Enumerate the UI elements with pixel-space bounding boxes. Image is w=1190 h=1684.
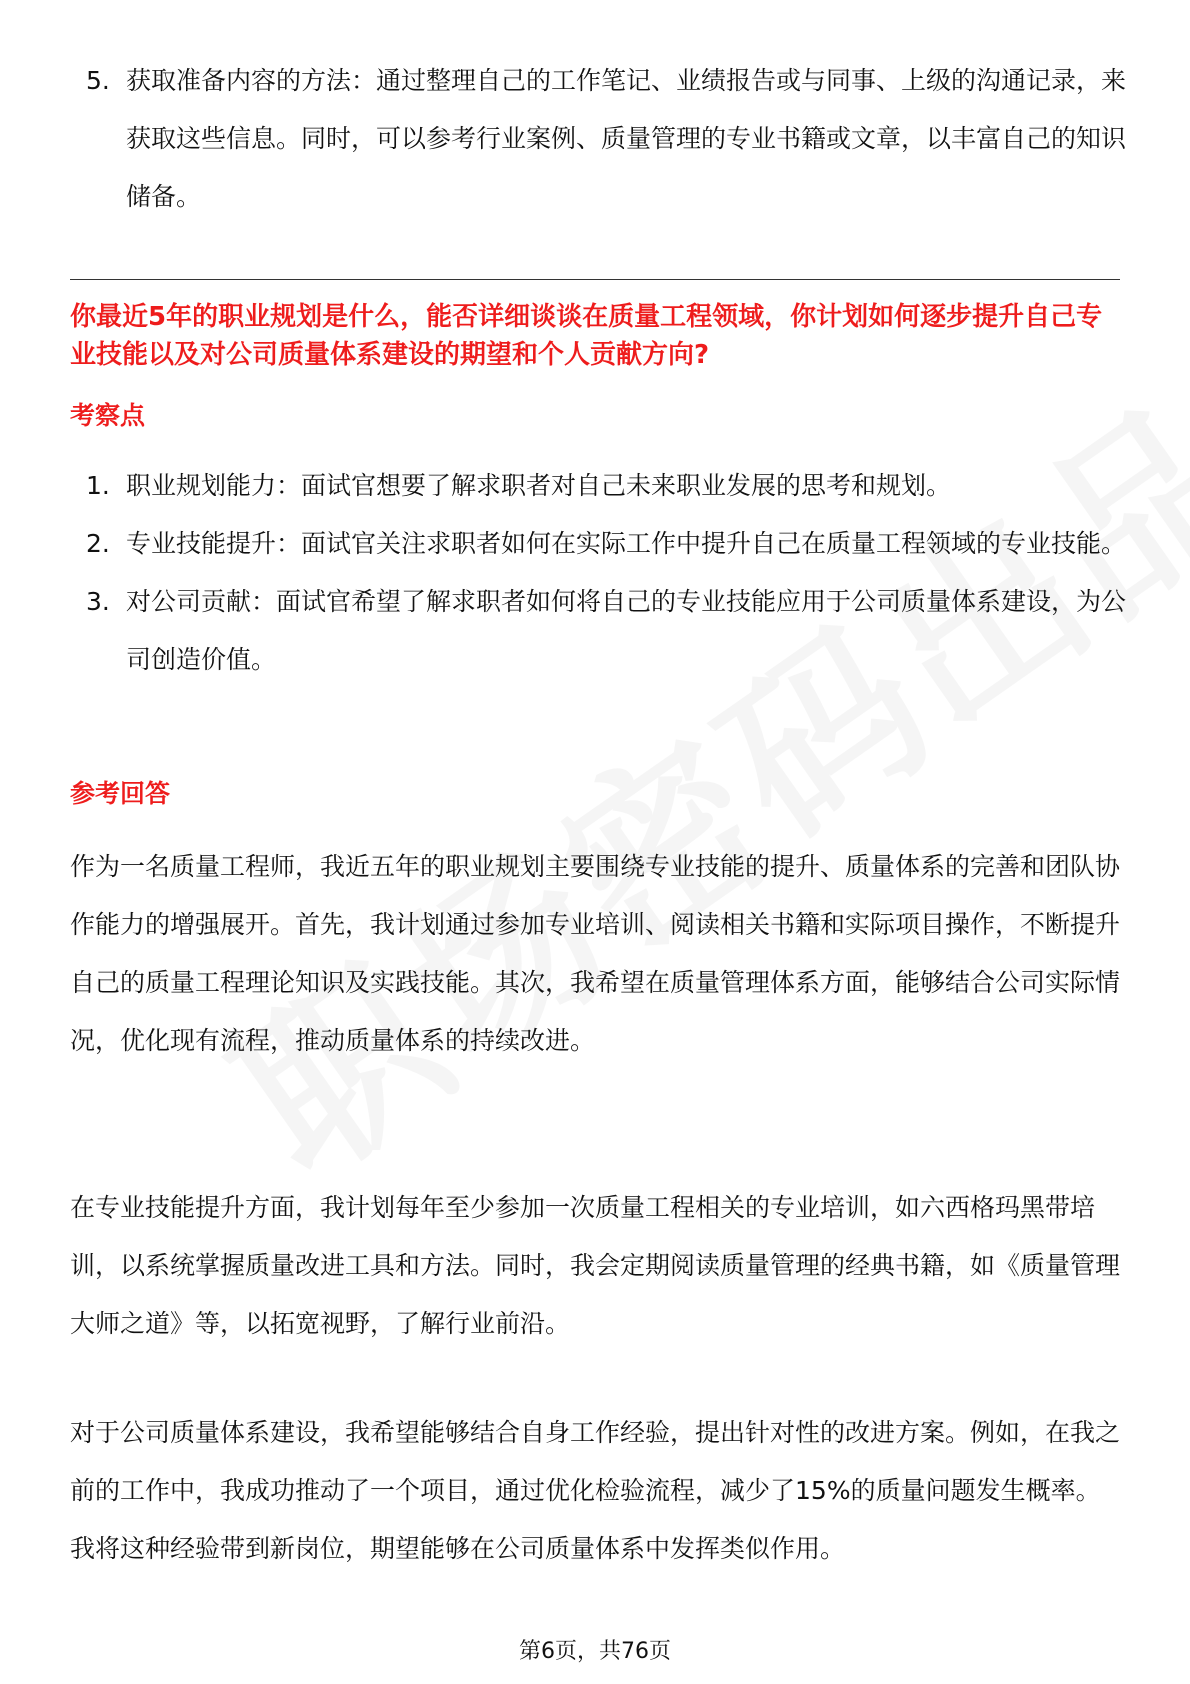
list-item-text: 对公司贡献：面试官希望了解求职者如何将自己的专业技能应用于公司质量体系建设，为公司创造价值。 [126, 587, 1127, 674]
assessment-label: 考察点 [70, 401, 146, 430]
page-number: 第6页，共76页 [519, 1639, 671, 1664]
list-item-text: 专业技能提升：面试官关注求职者如何在实际工作中提升自己在质量工程领域的专业技能。 [126, 529, 1127, 558]
answer-paragraph: 在专业技能提升方面，我计划每年至少参加一次质量工程相关的专业培训，如六西格玛黑带培训，以系统掌握质量改进工具和方法。同时，我会定期阅读质量管理的经典书籍，如《质量管理大师之道》等，以拓宽视野，了解行业前沿。 [70, 1193, 1121, 1338]
list-item [86, 457, 1126, 515]
list-item [86, 515, 1126, 573]
list-item-text: 职业规划能力：面试官想要了解求职者对自己未来职业发展的思考和规划。 [126, 471, 952, 500]
list-item-number: 1. [86, 471, 110, 500]
list-item-number: 3. [86, 587, 110, 616]
assessment-list [86, 457, 1126, 689]
answer-paragraph: 作为一名质量工程师，我近五年的职业规划主要围绕专业技能的提升、质量体系的完善和团队协作能力的增强展开。首先，我计划通过参加专业培训、阅读相关书籍和实际项目操作，不断提升自己的质量工程理论知识及实践技能。其次，我希望在质量管理体系方面，能够结合公司实际情况，优化现有流程，推动质量体系的持续改进。 [70, 852, 1121, 1055]
list-item-number: 5. [86, 66, 110, 95]
list-item [86, 52, 1126, 226]
list-item-text: 获取准备内容的方法：通过整理自己的工作笔记、业绩报告或与同事、上级的沟通记录，来获取这些信息。同时，可以参考行业案例、质量管理的专业书籍或文章，以丰富自己的知识储备。 [126, 66, 1127, 211]
list-item [86, 573, 1126, 689]
question-heading: 你最近5年的职业规划是什么，能否详细谈谈在质量工程领域，你计划如何逐步提升自己专业技能以及对公司质量体系建设的期望和个人贡献方向? [70, 302, 1103, 370]
list-item-number: 2. [86, 529, 110, 558]
answer-paragraph: 对于公司质量体系建设，我希望能够结合自身工作经验，提出针对性的改进方案。例如，在我之前的工作中，我成功推动了一个项目，通过优化检验流程，减少了15%的质量问题发生概率。我将这种经验带到新岗位，期望能够在公司质量体系中发挥类似作用。 [70, 1418, 1121, 1563]
section-divider [70, 279, 1120, 280]
answer-label: 参考回答 [70, 779, 171, 808]
prev-answer-list [86, 52, 1126, 226]
